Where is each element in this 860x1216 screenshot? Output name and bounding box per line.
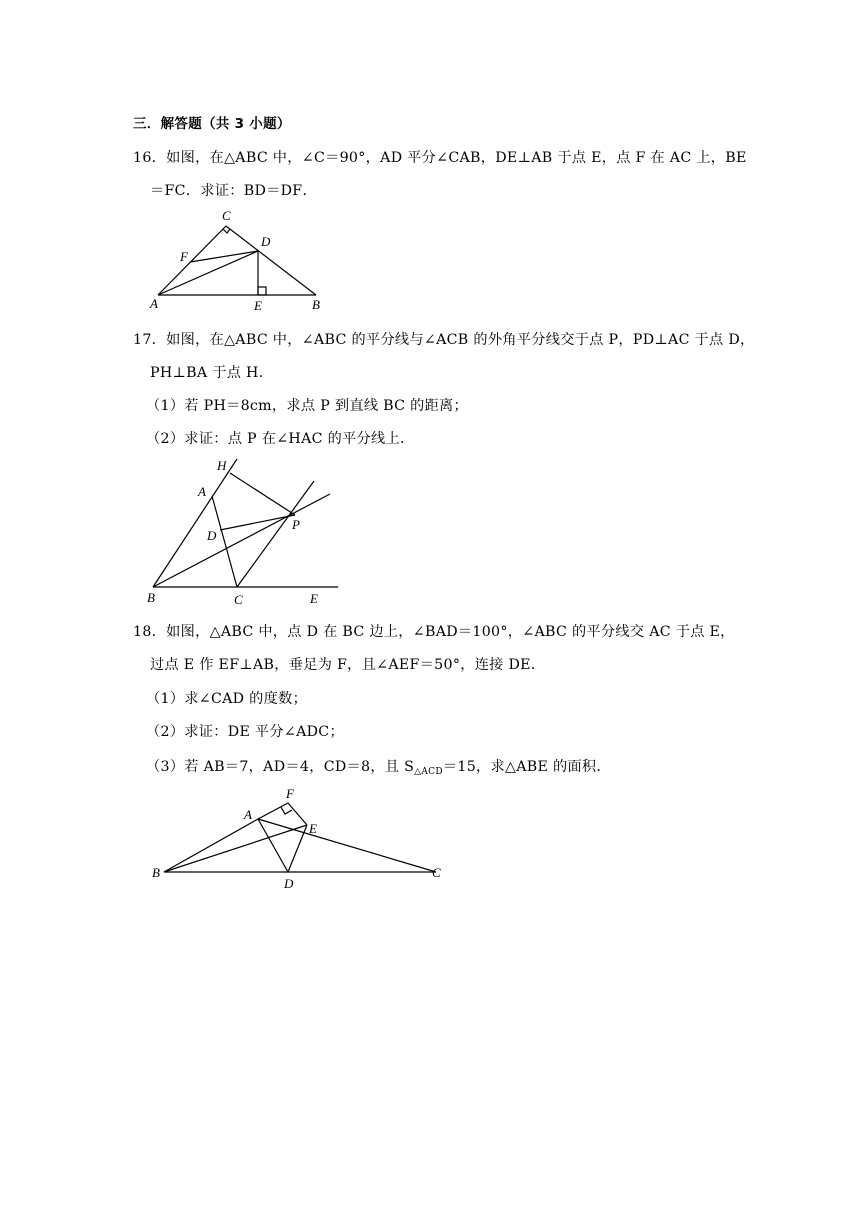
q18-text-line2: 过点 E 作 EF⊥AB，垂足为 F，且∠AEF＝50°，连接 DE．: [150, 657, 546, 673]
q17-text-line2: PH⊥BA 于点 H．: [150, 365, 274, 381]
q16-label-a: A: [150, 296, 158, 311]
q18-part3-subscript: △ACD: [414, 767, 443, 777]
q17-part2: （2）求证：点 P 在∠HAC 的平分线上．: [146, 431, 415, 447]
q17-label-d: D: [207, 528, 217, 543]
q16-label-e: E: [254, 298, 262, 313]
q16-label-f: F: [180, 249, 188, 264]
q17-label-c: C: [234, 592, 243, 607]
q18-part2: （2）求证：DE 平分∠ADC；: [146, 724, 344, 740]
q18-part1: （1）求∠CAD 的度数；: [146, 691, 308, 707]
q17-part1: （1）若 PH＝8cm，求点 P 到直线 BC 的距离；: [146, 398, 469, 414]
q16-label-d: D: [261, 234, 271, 249]
q18-figure: [140, 780, 460, 895]
q17-figure: [140, 450, 350, 610]
q16-triangle-diagram: [140, 200, 340, 315]
q18-label-d: D: [284, 876, 294, 891]
q16-text-line1: 16．如图，在△ABC 中，∠C＝90°，AD 平分∠CAB，DE⊥AB 于点 E，点 F 在 AC 上，BE: [133, 150, 747, 166]
q17-label-h: H: [217, 458, 227, 473]
q18-label-a: A: [244, 807, 252, 822]
q17-label-e: E: [310, 591, 318, 606]
q18-label-e: E: [309, 821, 317, 836]
q18-label-f: F: [286, 786, 294, 801]
q18-label-b: B: [152, 865, 160, 880]
section-heading: 三．解答题（共 3 小题）: [133, 116, 291, 132]
q17-label-p: P: [292, 517, 300, 532]
q18-triangle-diagram: [140, 780, 460, 895]
q16-figure: [140, 200, 340, 315]
q18-part3-suffix: ＝15，求△ABE 的面积．: [442, 759, 611, 775]
q18-label-c: C: [432, 865, 441, 880]
q16-label-b: B: [312, 297, 320, 312]
q16-label-c: C: [222, 208, 231, 223]
q17-label-b: B: [147, 590, 155, 605]
q17-label-a: A: [198, 484, 206, 499]
q16-text-line2: ＝FC．求证：BD＝DF．: [150, 183, 317, 199]
q17-text-line1: 17．如图，在△ABC 中，∠ABC 的平分线与∠ACB 的外角平分线交于点 P，PD⊥AC 于点 D，: [133, 332, 755, 348]
q18-text-line1: 18．如图，△ABC 中，点 D 在 BC 边上，∠BAD＝100°，∠ABC 的平分线交 AC 于点 E，: [133, 624, 735, 640]
q17-angle-bisector-diagram: [140, 450, 350, 610]
q18-part3: [146, 756, 611, 777]
q18-part3-prefix: （3）若 AB＝7，AD＝4，CD＝8，且 S: [146, 759, 415, 775]
